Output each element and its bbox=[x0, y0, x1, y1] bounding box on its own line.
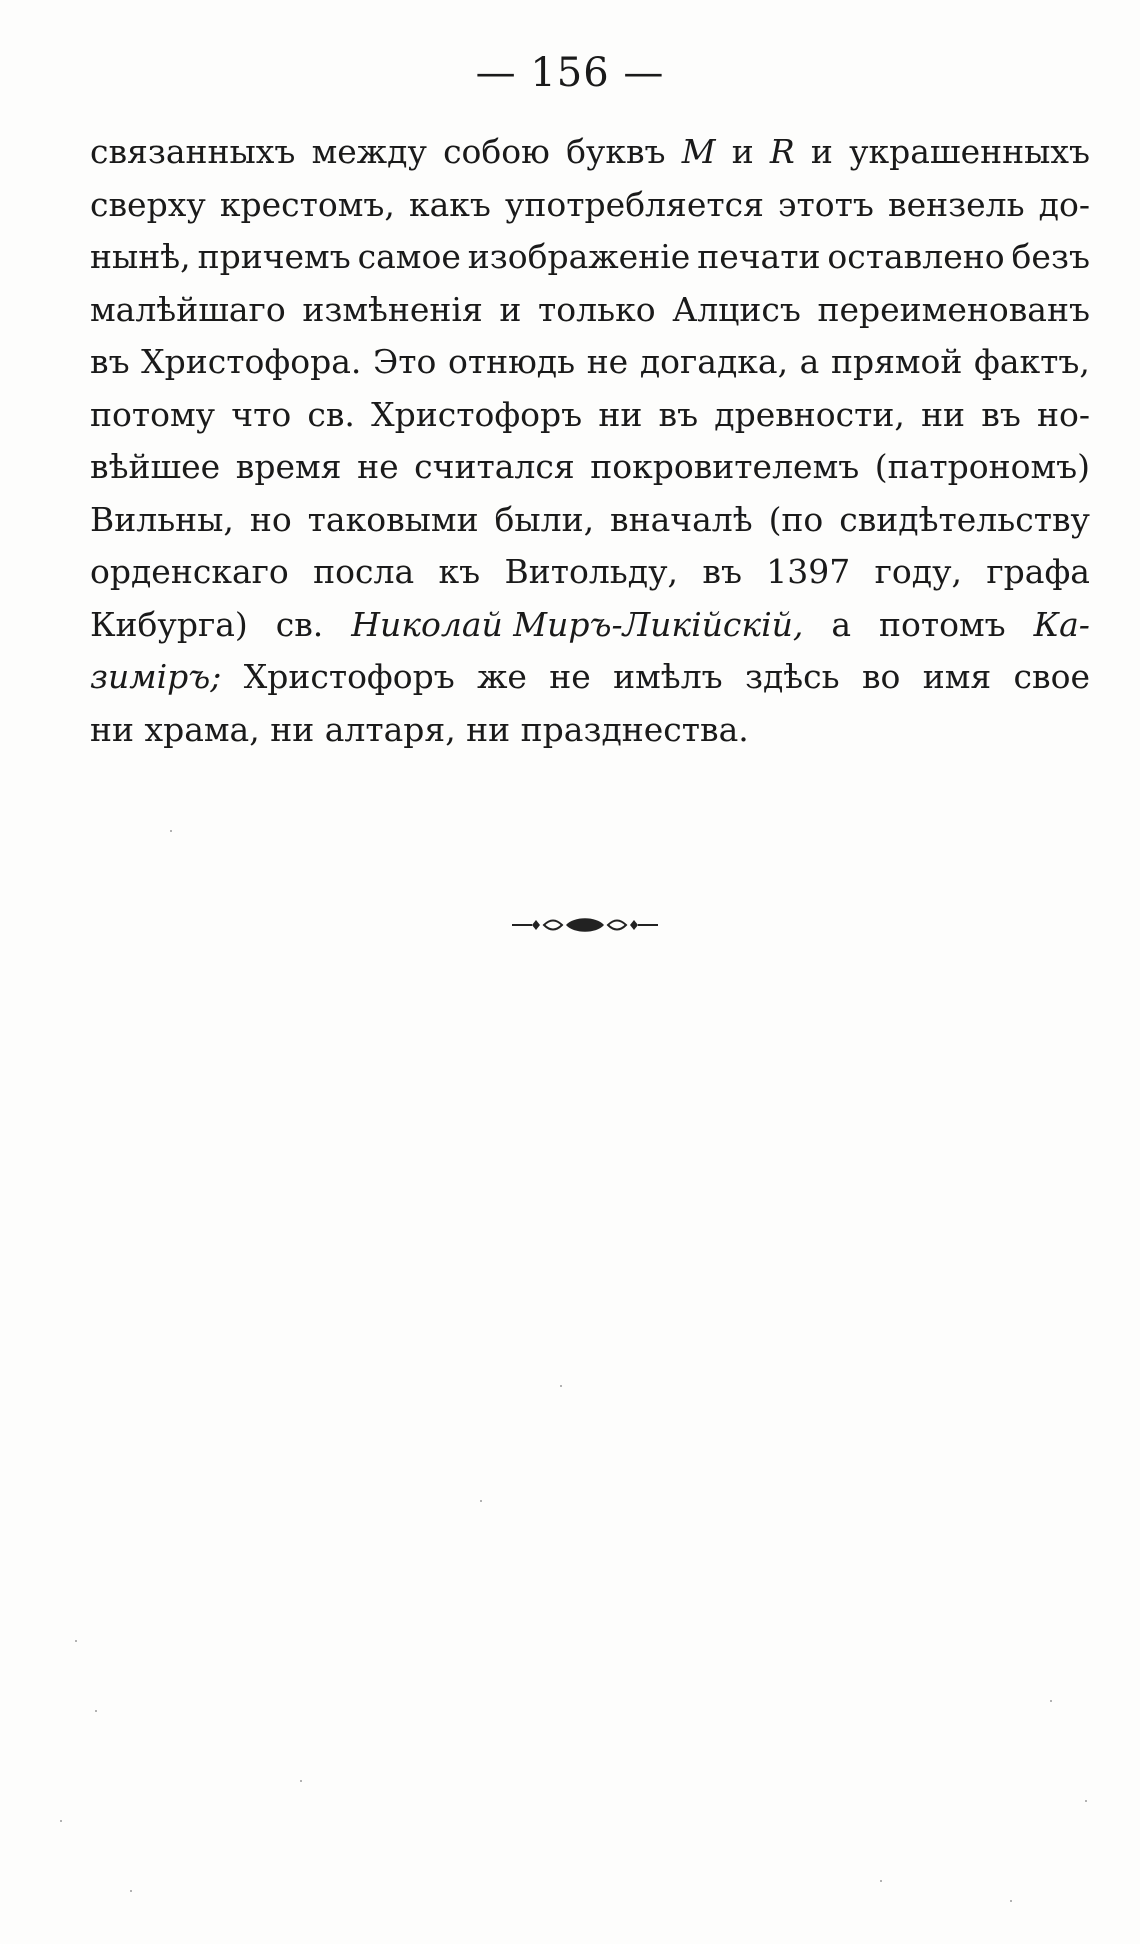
text-word: не bbox=[357, 447, 399, 486]
scan-speck bbox=[95, 1710, 97, 1712]
text-word: украшенныхъ bbox=[849, 132, 1090, 171]
text-word: отнюдь bbox=[447, 342, 576, 381]
text-word: году, bbox=[874, 552, 963, 591]
text-word: Витольду, bbox=[504, 552, 678, 591]
scan-speck bbox=[60, 1820, 62, 1822]
text-word: Ка- bbox=[1033, 604, 1090, 644]
text-word: орденскаго bbox=[90, 552, 289, 591]
text-word: въ bbox=[90, 342, 130, 381]
text-word: какъ bbox=[408, 184, 491, 224]
text-word: между bbox=[311, 132, 427, 171]
text-word: Вильны, bbox=[90, 499, 234, 539]
text-word: Христофоръ bbox=[243, 657, 455, 696]
page-number: — 156 — bbox=[475, 50, 665, 96]
text-word: не bbox=[586, 342, 629, 381]
text-word: переименованъ bbox=[817, 289, 1090, 329]
text-word: самое bbox=[357, 237, 461, 276]
scan-speck bbox=[1050, 1700, 1052, 1702]
scan-speck bbox=[1010, 1900, 1012, 1902]
text-word: во bbox=[861, 657, 901, 696]
text-line bbox=[90, 395, 1090, 448]
scan-speck bbox=[170, 830, 172, 832]
text-word: R bbox=[769, 132, 795, 171]
text-word: буквъ bbox=[566, 132, 666, 171]
text-word: Николай Миръ-Ликiйскiй, bbox=[351, 604, 804, 644]
text-word: свидѣтельству bbox=[839, 499, 1090, 539]
text-word: печати bbox=[697, 237, 821, 276]
text-word: въ bbox=[981, 394, 1021, 434]
text-word: время bbox=[235, 447, 342, 486]
text-word: имя bbox=[922, 657, 992, 696]
text-word: что bbox=[231, 394, 292, 434]
text-word: и bbox=[810, 132, 833, 171]
text-word: (патрономъ) bbox=[874, 447, 1090, 486]
text-word: догадка, bbox=[639, 342, 789, 381]
ornamental-divider-icon bbox=[510, 910, 660, 940]
text-word: только bbox=[538, 289, 656, 329]
text-word: графа bbox=[986, 552, 1090, 591]
text-word: вначалѣ bbox=[610, 499, 753, 539]
text-line bbox=[90, 552, 1090, 605]
text-word: и bbox=[731, 132, 754, 171]
text-word: вѣйшее bbox=[90, 447, 221, 486]
text-word: (по bbox=[768, 499, 824, 539]
text-word: измѣненiя bbox=[302, 289, 483, 329]
scan-speck bbox=[560, 1385, 562, 1387]
text-word: Кибурга) bbox=[90, 604, 248, 644]
text-word: 1397 bbox=[766, 552, 851, 591]
text-word: таковыми bbox=[307, 499, 479, 539]
text-word: въ bbox=[702, 552, 742, 591]
text-line bbox=[90, 605, 1090, 658]
text-line bbox=[90, 500, 1090, 553]
text-word: считался bbox=[414, 447, 575, 486]
text-line bbox=[90, 185, 1090, 238]
text-word: собою bbox=[443, 132, 550, 171]
text-word: фактъ, bbox=[974, 342, 1090, 381]
text-word: но- bbox=[1036, 394, 1090, 434]
text-word: покровителемъ bbox=[590, 447, 860, 486]
text-word: причемъ bbox=[197, 237, 351, 276]
text-line bbox=[90, 237, 1090, 290]
text-word: изображенiе bbox=[467, 237, 691, 276]
text-word: были, bbox=[494, 499, 595, 539]
text-word: древности, bbox=[714, 394, 905, 434]
text-word: безъ bbox=[1011, 237, 1090, 276]
text-word: нынѣ, bbox=[90, 237, 191, 276]
text-line bbox=[90, 132, 1090, 185]
text-word: и bbox=[499, 289, 522, 329]
text-word: потомъ bbox=[878, 604, 1006, 644]
text-word: Это bbox=[372, 342, 437, 381]
text-word: посла bbox=[313, 552, 415, 591]
text-word: крестомъ, bbox=[219, 184, 395, 224]
text-word: зимiръ; bbox=[90, 657, 222, 696]
text-word: ни bbox=[598, 394, 643, 434]
text-word: этотъ bbox=[778, 184, 874, 224]
text-line bbox=[90, 657, 1090, 710]
text-word: здѣсь bbox=[744, 657, 840, 696]
scan-speck bbox=[75, 1640, 77, 1642]
text-word: вензель bbox=[887, 184, 1025, 224]
text-word: же bbox=[477, 657, 527, 696]
body-paragraph bbox=[90, 132, 1090, 762]
scan-speck bbox=[1085, 1800, 1087, 1802]
scan-speck bbox=[130, 1890, 132, 1892]
text-word: Алцисъ bbox=[672, 289, 801, 329]
text-word: имѣлъ bbox=[613, 657, 723, 696]
text-word: малѣйшаго bbox=[90, 289, 286, 329]
scan-speck bbox=[480, 1500, 482, 1502]
text-word: употребляется bbox=[505, 184, 764, 224]
text-line bbox=[90, 710, 1090, 763]
text-word: св. bbox=[307, 394, 355, 434]
text-word: но bbox=[249, 499, 292, 539]
text-word: Христофора. bbox=[141, 342, 362, 381]
text-word: а bbox=[799, 342, 820, 381]
text-word: ни bbox=[921, 394, 966, 434]
text-line bbox=[90, 447, 1090, 500]
text-word: сверху bbox=[90, 184, 206, 224]
text-word: Христофоръ bbox=[371, 394, 583, 434]
text-word: оставлено bbox=[827, 237, 1005, 276]
text-word: M bbox=[681, 132, 716, 171]
text-word: связанныхъ bbox=[90, 132, 296, 171]
scan-speck bbox=[300, 1780, 302, 1782]
text-word: не bbox=[549, 657, 591, 696]
scan-speck bbox=[880, 1880, 882, 1882]
text-word: до- bbox=[1038, 184, 1090, 224]
text-word: потому bbox=[90, 394, 216, 434]
text-word: св. bbox=[275, 604, 324, 644]
text-word: ни храма, ни алтаря, ни празднества. bbox=[90, 709, 749, 749]
text-word: прямой bbox=[830, 342, 963, 381]
text-line bbox=[90, 290, 1090, 343]
text-word: въ bbox=[658, 394, 699, 434]
text-line bbox=[90, 342, 1090, 395]
text-word: къ bbox=[438, 552, 481, 591]
text-word: а bbox=[831, 604, 852, 644]
text-word: свое bbox=[1013, 657, 1090, 696]
